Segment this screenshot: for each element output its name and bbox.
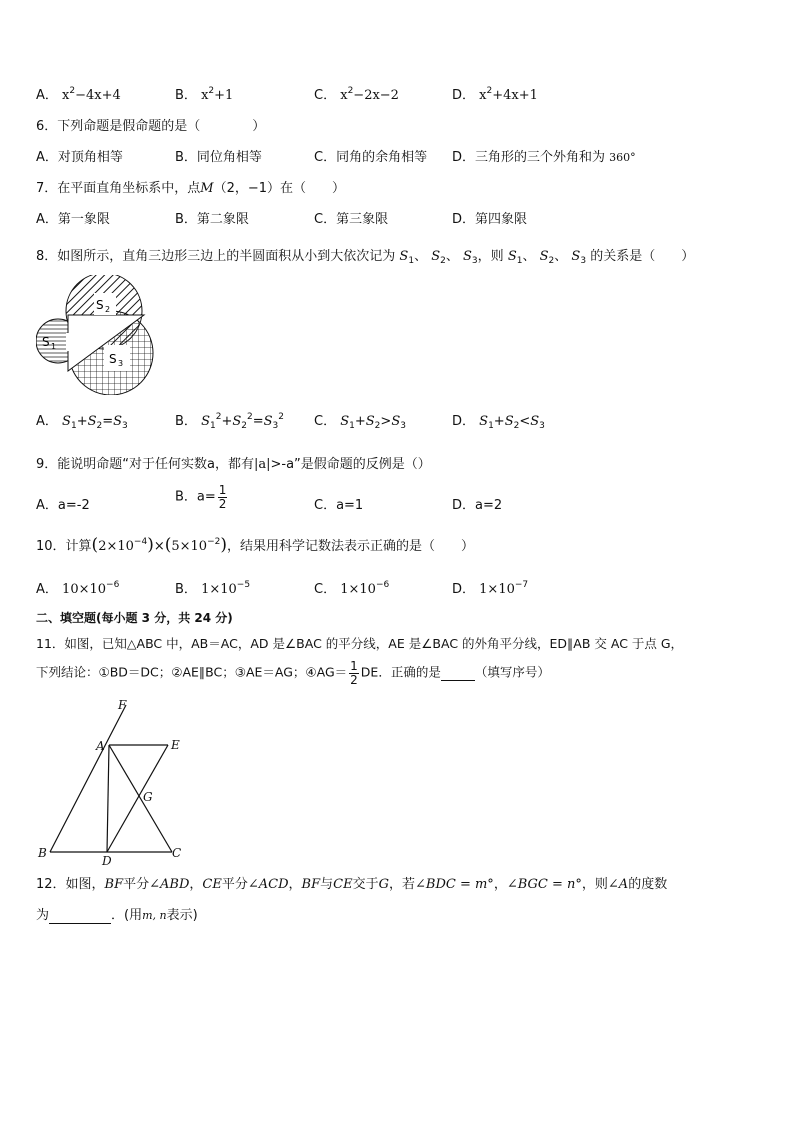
q6-option-a[interactable]: A．对顶角相等 [36, 150, 123, 165]
q8-option-d[interactable]: D． $S_1+S_2<S_3$ [452, 414, 545, 431]
q11-answer-blank[interactable] [441, 665, 475, 681]
q10-option-d[interactable]: D． $1\times 10^{-7}$ [452, 580, 529, 597]
q8-label-s3: S [109, 352, 117, 366]
q12-line2: 为 ．(用m, n表示) [36, 908, 198, 923]
q8-option-b[interactable]: B． $S_1^2+S_2^2=S_3^2$ [175, 412, 284, 431]
q11-label-E: E [171, 738, 180, 752]
q8-label-s2: S [96, 298, 104, 312]
q11-triangle-figure [36, 697, 196, 867]
q7-stem: 7．在平面直角坐标系中，点M（2，−1）在（ ） [36, 181, 346, 196]
q11-label-D: D [102, 854, 112, 867]
q11-line-BF [50, 705, 126, 852]
q8-semicircle-figure [36, 275, 158, 395]
q6-option-b[interactable]: B．同位角相等 [175, 150, 262, 165]
q5-option-a[interactable]: A． $x^2-4x+4$ [36, 86, 121, 103]
q6-stem: 6．下列命题是假命题的是（ ） [36, 119, 266, 134]
q11-label-C: C [172, 846, 182, 860]
q9-option-d[interactable]: D．a=2 [452, 498, 503, 513]
q8-label-s2-sub: 2 [105, 305, 111, 314]
q6-option-c[interactable]: C．同角的余角相等 [314, 150, 428, 165]
q12-line1: 12．如图，BF平分∠ABD，CE平分∠ACD，BF与CE交于G，若∠BDC = m°，∠BGC = n°，则∠A的度数 [36, 877, 668, 892]
q11-label-G: G [143, 790, 153, 804]
q11-line-AD [107, 745, 109, 852]
q7-option-a[interactable]: A．第一象限 [36, 212, 110, 227]
q6-option-d[interactable]: D．三角形的三个外角和为 360° [452, 150, 636, 165]
q5-option-d[interactable]: D． $x^2+4x+1$ [452, 86, 538, 103]
q8-option-c[interactable]: C． $S_1+S_2>S_3$ [314, 414, 406, 431]
q7-option-b[interactable]: B．第二象限 [175, 212, 249, 227]
q9-stem: 9．能说明命题“对于任何实数a，都有|a|>-a”是假命题的反例是（） [36, 457, 431, 472]
q12-answer-blank[interactable] [49, 908, 111, 924]
q8-option-a[interactable]: A． $S_1+S_2=S_3$ [36, 414, 128, 431]
q8-label-s1: S [42, 335, 50, 349]
q11-line2: 下列结论：①BD＝DC；②AE∥BC；③AE＝AG；④AG＝ $\frac{1}{2}$ DE．正确的是 （填写序号） [36, 659, 550, 687]
q9-option-b[interactable]: B．a= $\frac{1}{2}$ [175, 483, 227, 511]
q7-option-d[interactable]: D．第四象限 [452, 212, 528, 227]
q11-line-ED [107, 745, 168, 852]
q8-stem: 8．如图所示，直角三边形三边上的半圆面积从小到大依次记为 $S_1$、 $S_2$、 $S_3$，则 $S_1$、 $S_2$、 $S_3$ 的关系是（ ） [36, 249, 695, 266]
q11-line-AC [109, 745, 172, 852]
q8-label-s1-sub: 1 [51, 342, 57, 351]
q10-option-b[interactable]: B． $1\times 10^{-5}$ [175, 580, 251, 597]
section-title-fill-blank: 二、填空题(每小题 3 分，共 24 分) [36, 611, 233, 625]
q10-option-a[interactable]: A． $10\times 10^{-6}$ [36, 580, 120, 597]
q11-label-F: F [118, 698, 127, 712]
q11-label-B: B [38, 846, 47, 860]
q5-option-b[interactable]: B． $x^2+1$ [175, 86, 234, 103]
q5-option-c[interactable]: C． $x^2-2x-2$ [314, 86, 399, 103]
q9-option-c[interactable]: C．a=1 [314, 498, 364, 513]
q7-option-c[interactable]: C．第三象限 [314, 212, 389, 227]
q10-stem: 10．计算$(2\times 10^{-4})\times(5\times 10^{-2})$，结果用科学记数法表示正确的是（ ） [36, 535, 475, 555]
q10-option-c[interactable]: C． $1\times 10^{-6}$ [314, 580, 390, 597]
q11-line1: 11．如图，已知△ABC 中，AB＝AC，AD 是∠BAC 的平分线，AE 是∠BAC 的外角平分线，ED∥AB 交 AC 于点 G， [36, 636, 684, 651]
q8-label-s3-sub: 3 [118, 359, 124, 368]
q11-label-A: A [96, 739, 105, 753]
q9-option-a[interactable]: A．a=-2 [36, 498, 90, 513]
